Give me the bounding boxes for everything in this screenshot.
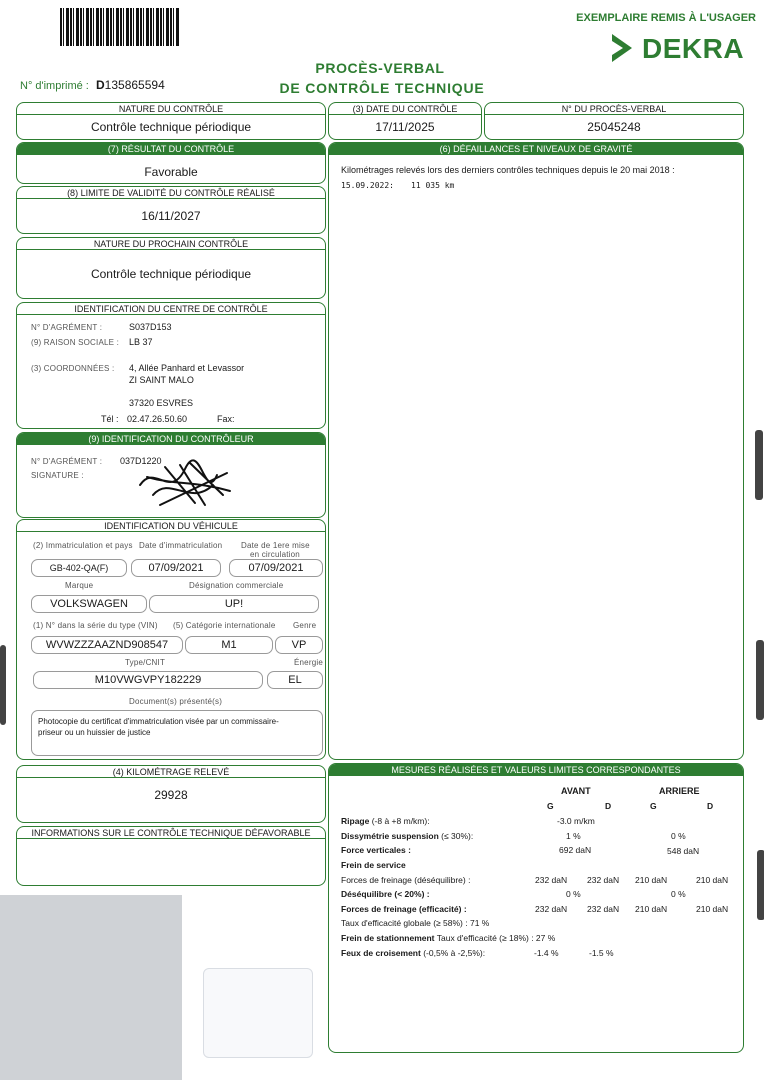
- nature-value: Contrôle technique périodique: [90, 120, 252, 134]
- ffe-av-d: 232 daN: [587, 904, 620, 914]
- docs-line2: priseur ou un huissier de justice: [38, 728, 151, 737]
- stationnement-label: Frein de stationnement: [341, 933, 435, 943]
- col-arriere-g: G: [650, 801, 657, 811]
- defects-line2-km: 11 035 km: [411, 181, 455, 190]
- deseq-av: 0 %: [566, 889, 581, 899]
- ffe-ar-g: 210 daN: [635, 904, 668, 914]
- center-addr1: 4, Allée Panhard et Levassor: [129, 363, 245, 373]
- center-addr3: 37320 ESVRES: [129, 398, 194, 408]
- validity-box: [16, 186, 326, 234]
- center-tel-label: Tél :: [101, 414, 119, 424]
- cat-field: M1: [185, 636, 273, 654]
- feux-d: -1.5 %: [589, 948, 614, 958]
- pv-header: N° DU PROCÈS-VERBAL: [485, 103, 743, 115]
- energie-label: Énergie: [294, 658, 323, 667]
- docs-field: [31, 710, 323, 756]
- feux-limit: (-0,5% à -2,5%):: [423, 948, 486, 958]
- defects-header: (6) DÉFAILLANCES ET NIVEAUX DE GRAVITÉ: [329, 143, 743, 155]
- dissym-ar: 0 %: [671, 831, 686, 841]
- cat-label: (5) Catégorie internationale: [173, 621, 276, 630]
- date-box: [328, 102, 482, 140]
- pv-value: 25045248: [587, 120, 641, 134]
- measures-header: MESURES RÉALISÉES ET VALEURS LIMITES CORRESPONDANTES: [329, 764, 743, 776]
- energie-field: EL: [267, 671, 323, 689]
- ff-av-g: 232 daN: [535, 875, 568, 885]
- center-header: IDENTIFICATION DU CENTRE DE CONTRÔLE: [17, 303, 325, 315]
- printed-number-value: 135865594: [104, 78, 165, 92]
- result-header: (7) RÉSULTAT DU CONTRÔLE: [17, 143, 325, 155]
- immat-field: GB-402-QA(F): [31, 559, 127, 577]
- controller-signature-label: SIGNATURE :: [31, 471, 84, 480]
- unfavorable-header: INFORMATIONS SUR LE CONTRÔLE TECHNIQUE DÉFAVORABLE: [17, 827, 325, 839]
- designation-label: Désignation commerciale: [189, 581, 284, 590]
- dissym-label: Dissymétrie suspension: [341, 831, 439, 841]
- scan-ghost-box: [203, 968, 313, 1058]
- brand-name: DEKRA: [642, 33, 745, 64]
- defects-line2-date: 15.09.2022:: [341, 181, 394, 190]
- dissym-row: [341, 831, 473, 841]
- measures-box: [328, 763, 744, 1053]
- deseq-limit: (< 20%) :: [394, 889, 430, 899]
- defects-box: [328, 142, 744, 760]
- dissym-av: 1 %: [566, 831, 581, 841]
- scan-grey-area: [0, 895, 182, 1080]
- date-header: (3) DATE DU CONTRÔLE: [329, 103, 481, 115]
- ripage-label: Ripage: [341, 816, 370, 826]
- ff-ar-g: 210 daN: [635, 875, 668, 885]
- vin-field: WVWZZZAAZND908547: [31, 636, 183, 654]
- date-first-field: 07/09/2021: [229, 559, 323, 577]
- force-vert-av: 692 daN: [559, 845, 592, 855]
- date-first-label2: en circulation: [250, 550, 300, 559]
- col-avant: AVANT: [561, 786, 591, 796]
- vin-label: (1) N° dans la série du type (VIN): [33, 621, 158, 630]
- ffe-ar-d: 210 daN: [696, 904, 729, 914]
- center-addr2: ZI SAINT MALO: [129, 375, 194, 385]
- vehicle-box: [16, 519, 326, 760]
- doc-title-line1: PROCÈS-VERBAL: [315, 60, 445, 76]
- result-box: [16, 142, 326, 184]
- deseq-row: [341, 889, 430, 899]
- defects-line1: Kilométrages relevés lors des derniers contrôles techniques depuis le 20 mai 2018 :: [341, 165, 675, 175]
- validity-value: 16/11/2027: [141, 209, 201, 223]
- copy-note: EXEMPLAIRE REMIS À L'USAGER: [576, 12, 756, 24]
- docs-line1: Photocopie du certificat d'immatriculation visée par un commissaire-: [38, 717, 279, 726]
- pv-box: [484, 102, 744, 140]
- col-avant-d: D: [605, 801, 612, 811]
- col-arriere: ARRIERE: [659, 786, 700, 796]
- stationnement-text: Taux d'efficacité (≥ 18%) : 27 %: [436, 933, 556, 943]
- deseq-label: Déséquilibre: [341, 889, 393, 899]
- scan-mark-right-1: [755, 430, 763, 500]
- docs-label: Document(s) présenté(s): [129, 697, 223, 706]
- scan-mark-right-2: [756, 640, 764, 720]
- ff-av-d: 232 daN: [587, 875, 620, 885]
- next-box: [16, 237, 326, 299]
- marque-field: VOLKSWAGEN: [31, 595, 147, 613]
- printed-number-label: N° d'imprimé :: [20, 80, 89, 92]
- doc-title-line2: DE CONTRÔLE TECHNIQUE: [279, 80, 485, 96]
- barcode: [60, 8, 180, 46]
- forces-frein-label: Forces de freinage (déséquilibre) :: [341, 875, 471, 885]
- stationnement-row: [341, 933, 555, 943]
- date-first-label1: Date de 1ere mise: [241, 541, 310, 550]
- next-header: NATURE DU PROCHAIN CONTRÔLE: [17, 238, 325, 250]
- ripage-row: [341, 816, 430, 826]
- center-raison-label: (9) RAISON SOCIALE :: [31, 338, 120, 347]
- printed-number: [96, 78, 165, 92]
- immat-label: (2) Immatriculation et pays: [33, 541, 133, 550]
- printed-number-prefix: D: [96, 78, 105, 92]
- ff-ar-d: 210 daN: [696, 875, 729, 885]
- unfavorable-box: [16, 826, 326, 886]
- col-arriere-d: D: [707, 801, 714, 811]
- scan-mark-right-3: [757, 850, 764, 920]
- result-value: Favorable: [144, 165, 198, 179]
- center-fax-label: Fax:: [217, 414, 235, 424]
- center-tel: 02.47.26.50.60: [127, 414, 188, 424]
- force-vert-ar: 548 daN: [667, 846, 700, 856]
- date-value: 17/11/2025: [375, 120, 435, 134]
- feux-row: [341, 948, 485, 958]
- taux-global: Taux d'efficacité globale (≥ 58%) : 71 %: [341, 918, 490, 928]
- km-value: 29928: [154, 788, 188, 802]
- genre-field: VP: [275, 636, 323, 654]
- ripage-av: -3.0 m/km: [557, 816, 595, 826]
- center-agrement: S037D153: [129, 322, 172, 332]
- signature-scribble: [135, 455, 235, 511]
- validity-header: (8) LIMITE DE VALIDITÉ DU CONTRÔLE RÉALISÉ: [17, 187, 325, 199]
- nature-box: [16, 102, 326, 140]
- ffe-av-g: 232 daN: [535, 904, 568, 914]
- type-label: Type/CNIT: [125, 658, 166, 667]
- ffe-label: Forces de freinage (efficacité) :: [341, 904, 467, 914]
- marque-label: Marque: [65, 581, 94, 590]
- controller-agrement-label: N° D'AGRÉMENT :: [31, 457, 103, 466]
- force-vert-label: Force verticales :: [341, 845, 411, 855]
- genre-label: Genre: [293, 621, 317, 630]
- feux-g: -1.4 %: [534, 948, 559, 958]
- nature-header: NATURE DU CONTRÔLE: [17, 103, 325, 115]
- scan-mark-left-1: [0, 645, 6, 725]
- type-field: M10VWGVPY182229: [33, 671, 263, 689]
- date-immat-label: Date d'immatriculation: [139, 541, 223, 550]
- center-box: [16, 302, 326, 429]
- km-box: [16, 765, 326, 823]
- ripage-limit: (-8 à +8 m/km):: [371, 816, 430, 826]
- designation-field: UP!: [149, 595, 319, 613]
- deseq-ar: 0 %: [671, 889, 686, 899]
- controller-box: [16, 432, 326, 518]
- frein-service: Frein de service: [341, 860, 406, 870]
- km-header: (4) KILOMÉTRAGE RELEVÉ: [17, 766, 325, 778]
- next-value: Contrôle technique périodique: [90, 267, 252, 281]
- vehicle-header: IDENTIFICATION DU VÉHICULE: [17, 520, 325, 532]
- date-immat-field: 07/09/2021: [131, 559, 221, 577]
- col-avant-g: G: [547, 801, 554, 811]
- center-coord-label: (3) COORDONNÉES :: [31, 364, 115, 373]
- center-agrement-label: N° D'AGRÉMENT :: [31, 323, 103, 332]
- controller-agrement: 037D1220: [120, 456, 162, 466]
- controller-header: (9) IDENTIFICATION DU CONTRÔLEUR: [17, 433, 325, 445]
- center-raison: LB 37: [129, 337, 153, 347]
- feux-label: Feux de croisement: [341, 948, 421, 958]
- dissym-limit: (≤ 30%):: [441, 831, 474, 841]
